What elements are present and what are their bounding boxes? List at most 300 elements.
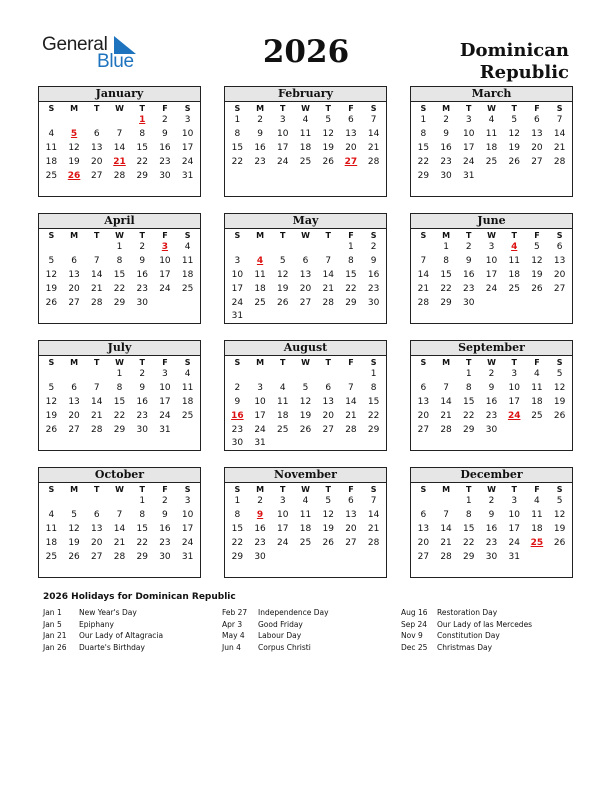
- day: 13: [417, 523, 430, 534]
- day: 20: [417, 537, 430, 548]
- day: 15: [113, 269, 126, 280]
- day: 3: [184, 496, 191, 506]
- empty-day: [294, 241, 317, 255]
- month-name: April: [39, 214, 200, 229]
- holiday-day: 27: [344, 156, 358, 167]
- empty-day: [63, 114, 86, 128]
- holiday-date: Feb 27: [222, 608, 248, 617]
- day: 26: [322, 156, 334, 167]
- day: 24: [277, 156, 289, 167]
- weekday-label: T: [325, 485, 331, 494]
- month-september: [410, 340, 573, 451]
- weekday-label: T: [466, 231, 472, 240]
- day: 1: [234, 496, 241, 506]
- day: 3: [257, 382, 263, 393]
- day: 8: [234, 128, 241, 139]
- day: 14: [440, 396, 452, 407]
- day: 22: [463, 537, 475, 548]
- weekday-label: S: [234, 485, 241, 494]
- day: 4: [184, 242, 191, 252]
- day: 27: [322, 424, 334, 435]
- weekday-label: W: [301, 485, 310, 494]
- day: 15: [417, 142, 430, 153]
- weekday-label: T: [511, 104, 517, 113]
- weekday-label: M: [256, 358, 265, 367]
- day: 7: [556, 115, 563, 125]
- empty-day: [271, 241, 294, 255]
- holiday-day: 21: [113, 156, 126, 167]
- weekday-label: T: [280, 231, 286, 240]
- holiday-day: 26: [67, 170, 81, 181]
- day: 3: [279, 115, 286, 125]
- day: 24: [277, 537, 289, 548]
- day: 5: [48, 255, 55, 266]
- day: 27: [531, 156, 543, 167]
- day: 8: [139, 509, 146, 520]
- day: 14: [91, 396, 103, 407]
- day: 25: [531, 410, 543, 421]
- weekday-label: S: [184, 485, 191, 494]
- day: 30: [367, 297, 380, 308]
- day: 29: [113, 424, 126, 435]
- weekday-label: T: [94, 358, 100, 367]
- empty-day: [271, 368, 294, 382]
- holiday-name: Duarte's Birthday: [79, 642, 145, 652]
- day: 6: [302, 255, 309, 266]
- weekday-label: T: [280, 358, 286, 367]
- holiday-day: 1: [139, 115, 146, 125]
- weekday-label: M: [442, 231, 451, 240]
- day: 19: [68, 537, 80, 548]
- weekday-label: M: [70, 104, 79, 113]
- empty-day: [40, 241, 63, 255]
- day: 6: [71, 255, 77, 266]
- weekday-label: S: [556, 104, 563, 113]
- weekday-label: T: [511, 231, 517, 240]
- day: 19: [531, 269, 543, 280]
- holiday-name: Epiphany: [79, 619, 114, 629]
- day: 18: [45, 537, 58, 548]
- month-name: June: [411, 214, 572, 229]
- day: 27: [345, 537, 357, 548]
- empty-day: [435, 495, 458, 509]
- day: 11: [299, 509, 312, 520]
- day: 11: [181, 255, 194, 266]
- day: 7: [93, 255, 100, 266]
- day: 31: [508, 551, 520, 562]
- weekday-label: T: [94, 231, 100, 240]
- day: 14: [345, 396, 357, 407]
- weekday-label: S: [48, 231, 55, 240]
- month-name: August: [225, 341, 386, 356]
- weekday-label: F: [162, 358, 168, 367]
- day: 8: [465, 382, 472, 393]
- day: 1: [420, 115, 427, 125]
- empty-day: [85, 495, 108, 509]
- weekday-label: W: [115, 104, 124, 113]
- day: 17: [463, 142, 475, 153]
- weekday-label: W: [487, 231, 496, 240]
- weekday-label: T: [325, 104, 331, 113]
- month-name: November: [225, 468, 386, 483]
- day: 9: [139, 255, 146, 266]
- day: 26: [45, 297, 58, 308]
- holiday-date: Jan 21: [43, 631, 67, 640]
- day: 9: [443, 128, 449, 139]
- day: 25: [485, 156, 498, 167]
- day: 9: [162, 128, 168, 139]
- day: 23: [254, 156, 266, 167]
- day: 16: [136, 269, 148, 280]
- day: 14: [367, 509, 380, 520]
- day: 17: [181, 142, 194, 153]
- day: 21: [91, 410, 103, 421]
- holiday-column: [401, 607, 591, 653]
- weekday-label: T: [139, 231, 145, 240]
- day: 11: [181, 382, 194, 393]
- day: 4: [279, 382, 286, 393]
- day: 5: [302, 382, 309, 393]
- day: 12: [68, 142, 80, 153]
- weekday-label: W: [301, 104, 310, 113]
- day: 15: [367, 396, 380, 407]
- day: 16: [485, 523, 498, 534]
- day: 10: [485, 255, 498, 266]
- weekday-label: S: [556, 358, 563, 367]
- day: 19: [45, 283, 58, 294]
- day: 12: [553, 509, 566, 520]
- day: 2: [488, 369, 495, 379]
- day: 9: [465, 255, 472, 266]
- day: 12: [322, 509, 334, 520]
- holiday-name: Independence Day: [258, 608, 329, 617]
- day: 23: [231, 424, 244, 435]
- holiday-row: [401, 642, 591, 654]
- day: 30: [159, 551, 171, 562]
- day: 22: [113, 410, 126, 421]
- month-name: July: [39, 341, 200, 356]
- day: 28: [113, 551, 126, 562]
- day: 31: [463, 170, 475, 181]
- day: 24: [231, 297, 244, 308]
- day: 29: [367, 424, 380, 435]
- holiday-row: [401, 607, 591, 619]
- day: 22: [463, 410, 475, 421]
- empty-day: [435, 368, 458, 382]
- day: 22: [136, 156, 148, 167]
- day: 14: [553, 128, 566, 139]
- day: 18: [531, 396, 543, 407]
- weekday-label: S: [184, 358, 191, 367]
- day: 2: [139, 369, 146, 379]
- day: 13: [68, 269, 80, 280]
- day: 18: [254, 283, 266, 294]
- day: 29: [345, 297, 357, 308]
- day: 31: [254, 438, 266, 449]
- day: 30: [254, 551, 266, 562]
- day: 27: [299, 297, 312, 308]
- empty-day: [317, 241, 340, 255]
- day: 17: [159, 269, 171, 280]
- day: 25: [508, 283, 520, 294]
- month-name: February: [225, 87, 386, 102]
- empty-day: [63, 241, 86, 255]
- day: 26: [68, 551, 80, 562]
- weekday-label: S: [420, 358, 427, 367]
- holiday-date: Jan 26: [43, 642, 67, 652]
- day: 14: [113, 523, 126, 534]
- empty-day: [85, 368, 108, 382]
- holiday-day: 16: [231, 410, 244, 421]
- day: 30: [136, 424, 148, 435]
- day: 2: [370, 242, 377, 252]
- day: 26: [531, 283, 543, 294]
- day: 6: [420, 509, 427, 520]
- weekday-label: T: [139, 485, 145, 494]
- weekday-label: M: [70, 358, 79, 367]
- day: 7: [420, 255, 427, 266]
- day: 20: [345, 523, 357, 534]
- weekday-label: T: [325, 231, 331, 240]
- weekday-label: T: [280, 104, 286, 113]
- day: 1: [139, 496, 146, 506]
- day: 17: [159, 396, 171, 407]
- day: 9: [488, 382, 495, 393]
- weekday-label: S: [184, 104, 191, 113]
- holiday-row: [401, 630, 591, 642]
- day: 8: [465, 509, 472, 520]
- day: 27: [553, 283, 566, 294]
- day: 3: [465, 115, 472, 125]
- day: 6: [325, 382, 332, 393]
- day: 19: [322, 142, 334, 153]
- day: 26: [553, 410, 566, 421]
- brand-general-text: General: [42, 34, 108, 55]
- day: 21: [91, 283, 103, 294]
- weekday-label: W: [115, 231, 124, 240]
- day: 3: [234, 255, 241, 266]
- day: 20: [531, 142, 543, 153]
- day: 19: [68, 156, 80, 167]
- day: 23: [159, 537, 171, 548]
- day: 10: [508, 509, 520, 520]
- weekday-label: F: [534, 104, 540, 113]
- day: 21: [322, 283, 334, 294]
- day: 21: [345, 410, 357, 421]
- day: 21: [440, 410, 452, 421]
- day: 18: [299, 142, 312, 153]
- day: 26: [277, 297, 289, 308]
- day: 23: [485, 537, 498, 548]
- empty-day: [40, 114, 63, 128]
- day: 12: [322, 128, 334, 139]
- holiday-row: [222, 642, 412, 654]
- day: 11: [531, 509, 543, 520]
- month-october: [38, 467, 201, 578]
- day: 7: [93, 382, 100, 393]
- day: 18: [277, 410, 289, 421]
- day: 23: [254, 537, 266, 548]
- day: 21: [367, 523, 380, 534]
- day: 20: [322, 410, 334, 421]
- day: 28: [91, 297, 103, 308]
- brand-blue-text: Blue: [97, 51, 134, 72]
- weekday-label: S: [48, 104, 55, 113]
- day: 24: [159, 283, 171, 294]
- weekday-label: F: [534, 485, 540, 494]
- weekday-label: W: [487, 358, 496, 367]
- weekday-label: T: [94, 104, 100, 113]
- day: 16: [254, 142, 266, 153]
- day: 15: [463, 523, 475, 534]
- weekday-label: F: [162, 104, 168, 113]
- weekday-label: W: [301, 231, 310, 240]
- day: 30: [159, 170, 171, 181]
- day: 4: [302, 496, 309, 506]
- day: 25: [299, 156, 312, 167]
- day: 24: [181, 537, 194, 548]
- day: 5: [511, 115, 518, 125]
- day: 18: [45, 156, 58, 167]
- day: 28: [91, 424, 103, 435]
- day: 18: [299, 523, 312, 534]
- day: 6: [348, 115, 354, 125]
- day: 30: [485, 424, 498, 435]
- day: 23: [159, 156, 171, 167]
- day: 10: [159, 382, 171, 393]
- day: 18: [531, 523, 543, 534]
- day: 21: [113, 537, 126, 548]
- day: 25: [299, 537, 312, 548]
- day: 13: [531, 128, 543, 139]
- day: 21: [417, 283, 430, 294]
- holiday-day: 4: [256, 255, 264, 266]
- weekday-label: T: [466, 358, 472, 367]
- weekday-label: S: [420, 485, 427, 494]
- day: 16: [367, 269, 380, 280]
- day: 1: [116, 242, 123, 252]
- day: 13: [68, 396, 80, 407]
- holiday-row: [222, 607, 412, 619]
- day: 6: [71, 382, 77, 393]
- day: 25: [181, 283, 194, 294]
- day: 14: [113, 142, 126, 153]
- day: 24: [159, 410, 171, 421]
- day: 3: [162, 369, 168, 379]
- day: 11: [45, 142, 58, 153]
- day: 17: [277, 142, 289, 153]
- day: 1: [465, 369, 472, 379]
- empty-day: [340, 368, 363, 382]
- weekday-label: M: [70, 231, 79, 240]
- day: 27: [68, 424, 80, 435]
- day: 4: [184, 369, 191, 379]
- day: 12: [508, 128, 520, 139]
- day: 15: [345, 269, 357, 280]
- day: 27: [68, 297, 80, 308]
- day: 14: [91, 269, 103, 280]
- day: 31: [231, 311, 244, 322]
- day: 23: [367, 283, 380, 294]
- day: 10: [277, 509, 289, 520]
- day: 4: [48, 509, 55, 520]
- holiday-name: New Year's Day: [79, 608, 137, 617]
- day: 7: [348, 382, 354, 393]
- day: 10: [277, 128, 289, 139]
- weekday-label: T: [466, 104, 472, 113]
- month-may: [224, 213, 387, 324]
- day: 3: [279, 496, 286, 506]
- day: 18: [181, 396, 194, 407]
- day: 28: [345, 424, 357, 435]
- day: 1: [234, 115, 241, 125]
- day: 1: [465, 496, 472, 506]
- empty-day: [40, 495, 63, 509]
- holiday-name: Good Friday: [258, 619, 303, 629]
- day: 10: [181, 509, 194, 520]
- holiday-name: Constitution Day: [437, 631, 500, 640]
- day: 12: [45, 396, 58, 407]
- holiday-day: 9: [256, 509, 264, 520]
- empty-day: [412, 368, 435, 382]
- day: 19: [299, 410, 312, 421]
- day: 22: [367, 410, 380, 421]
- holiday-date: Sep 24: [401, 619, 428, 629]
- day: 10: [254, 396, 266, 407]
- day: 7: [370, 115, 377, 125]
- day: 15: [231, 142, 244, 153]
- day: 13: [299, 269, 312, 280]
- holiday-column: [222, 607, 412, 653]
- day: 11: [277, 396, 289, 407]
- month-name: May: [225, 214, 386, 229]
- day: 17: [508, 396, 520, 407]
- day: 13: [345, 509, 357, 520]
- holiday-row: [43, 619, 233, 631]
- day: 13: [322, 396, 334, 407]
- empty-day: [108, 114, 131, 128]
- day: 6: [420, 382, 427, 393]
- weekday-label: W: [487, 485, 496, 494]
- day: 4: [48, 128, 55, 139]
- day: 14: [417, 269, 430, 280]
- month-name: October: [39, 468, 200, 483]
- month-name: January: [39, 87, 200, 102]
- day: 29: [417, 170, 430, 181]
- day: 13: [417, 396, 430, 407]
- day: 16: [159, 142, 171, 153]
- day: 9: [234, 396, 241, 407]
- day: 15: [136, 142, 148, 153]
- country-title: Dominican Republic: [459, 40, 569, 83]
- day: 23: [463, 283, 475, 294]
- day: 19: [322, 523, 334, 534]
- day: 3: [511, 496, 518, 506]
- day: 30: [440, 170, 452, 181]
- holiday-name: Our Lady of las Mercedes: [437, 619, 533, 629]
- day: 1: [370, 369, 377, 379]
- weekday-label: M: [256, 104, 265, 113]
- empty-day: [412, 495, 435, 509]
- day: 24: [508, 537, 520, 548]
- weekday-label: T: [325, 358, 331, 367]
- day: 29: [463, 551, 475, 562]
- holiday-date: Aug 16: [401, 608, 428, 617]
- weekday-label: W: [115, 485, 124, 494]
- holiday-day: 24: [507, 410, 521, 421]
- day: 10: [508, 382, 520, 393]
- day: 6: [93, 128, 100, 139]
